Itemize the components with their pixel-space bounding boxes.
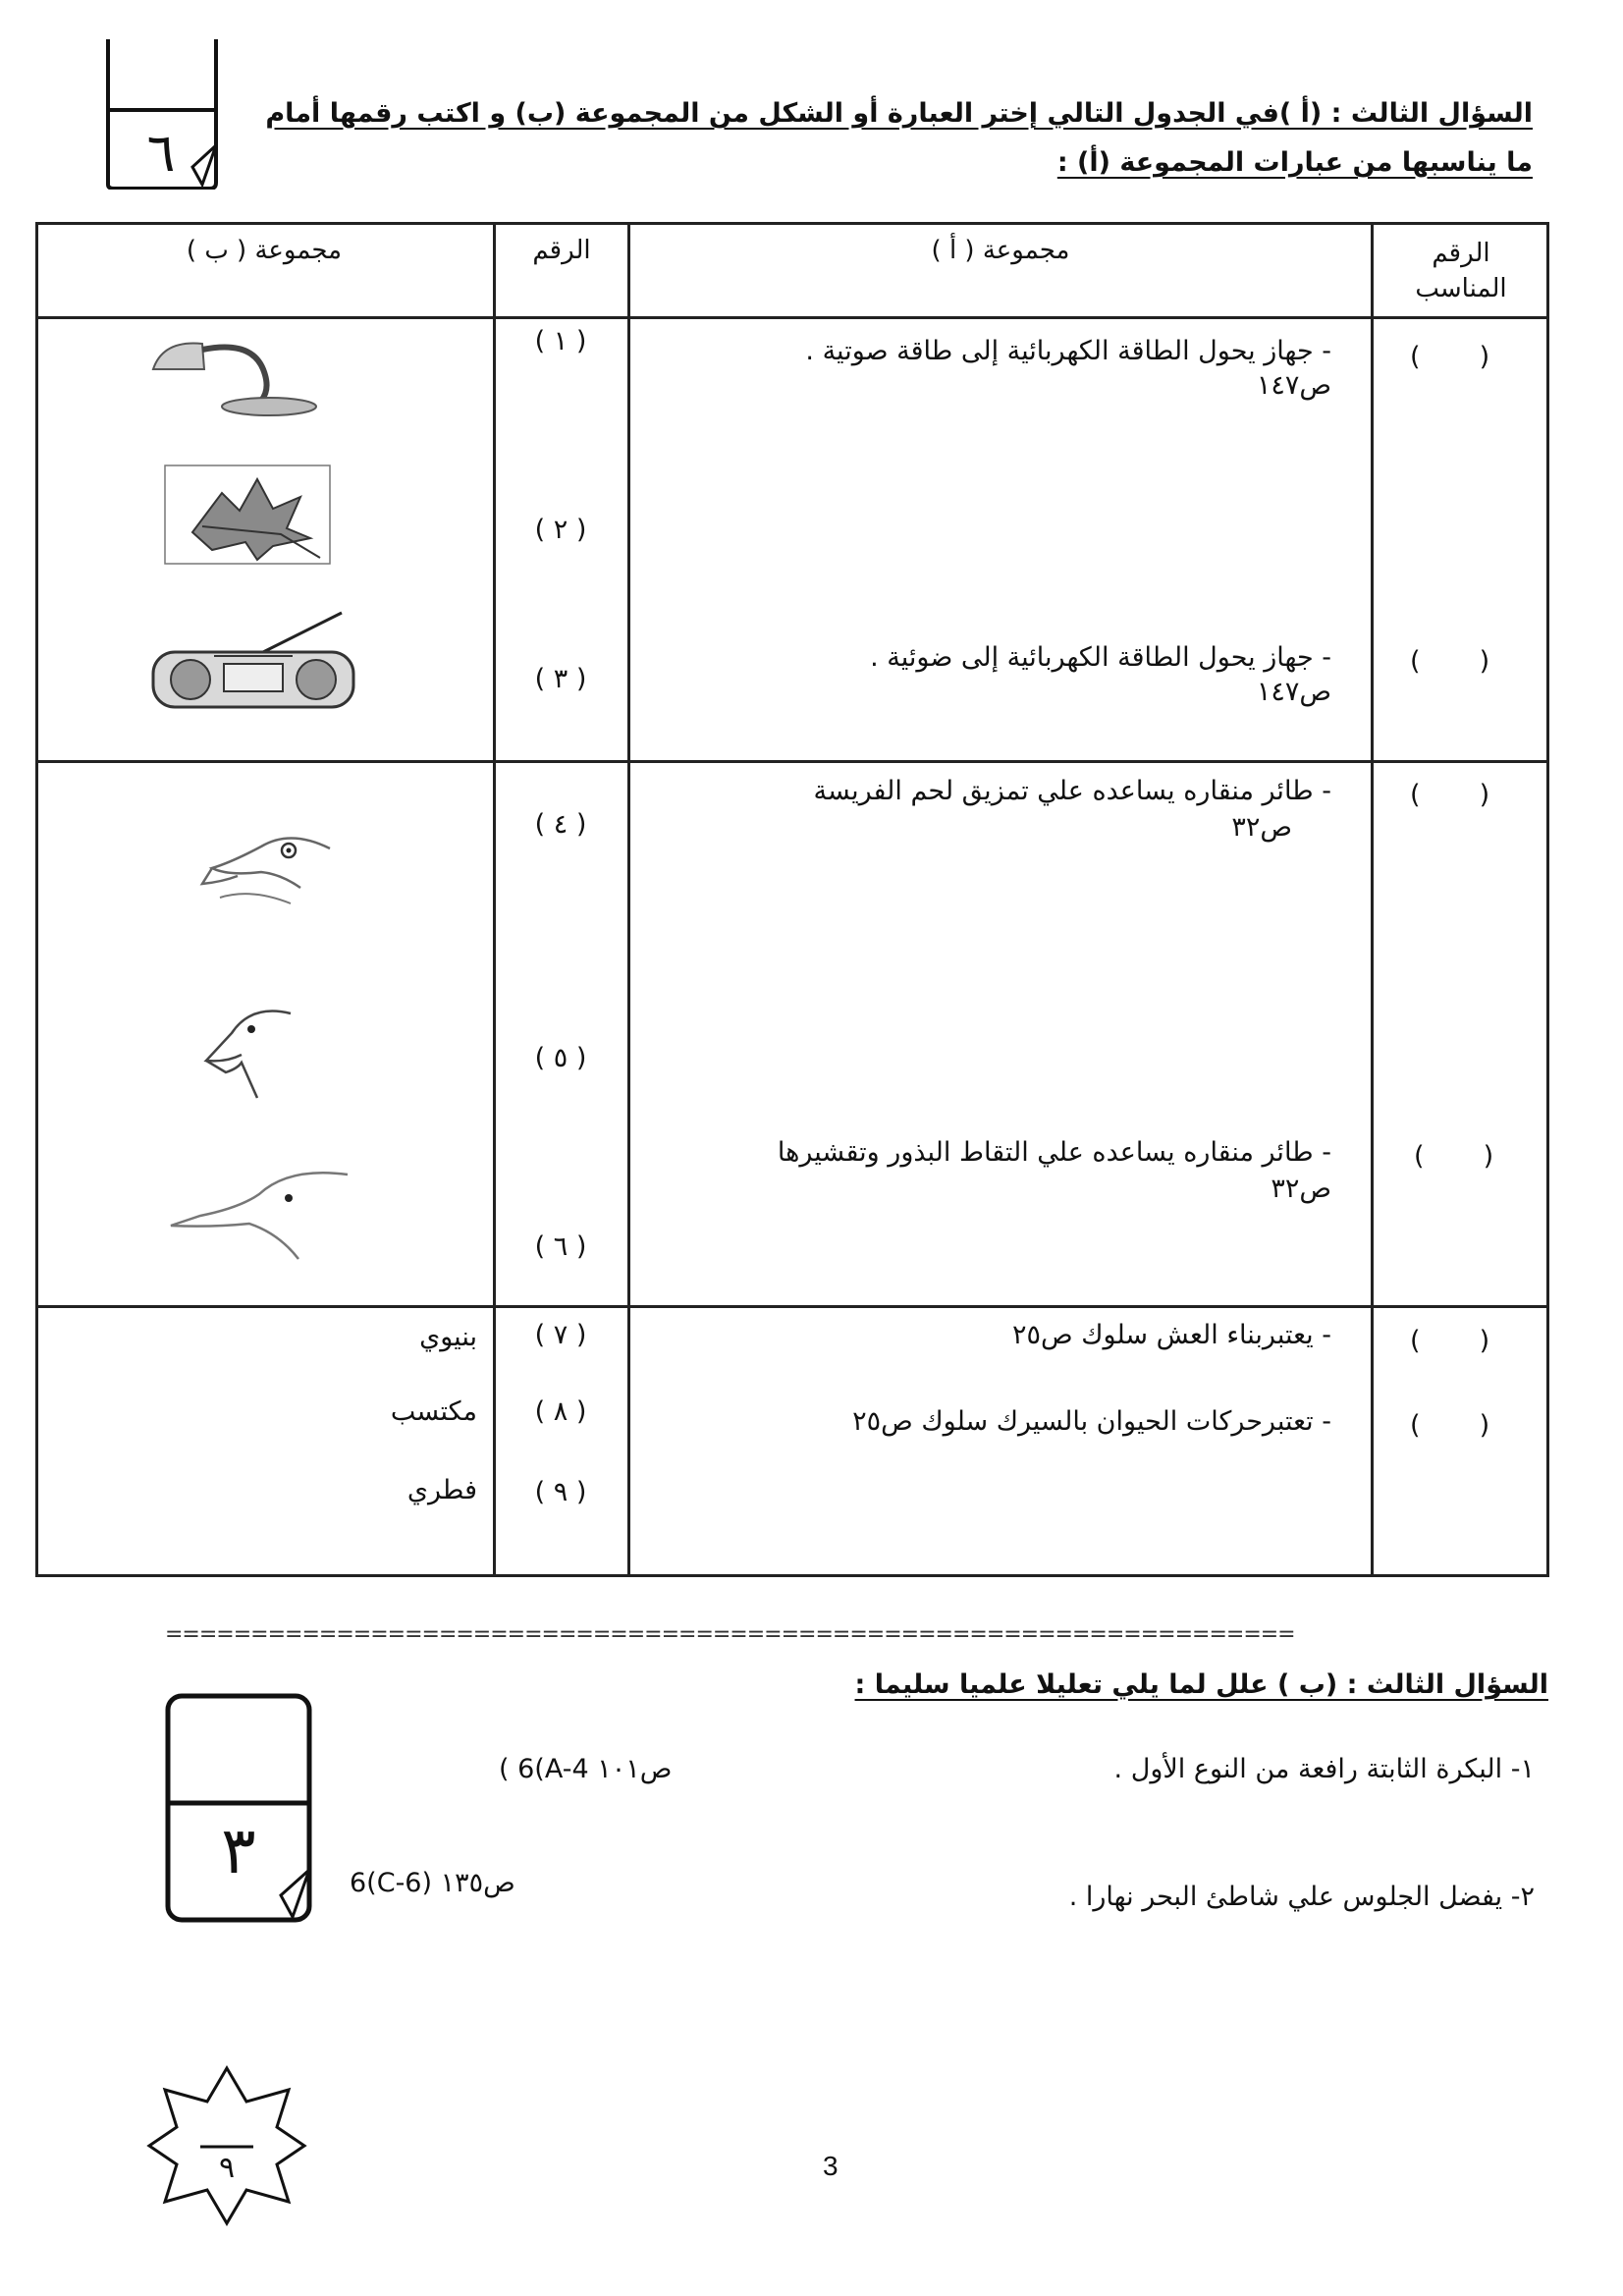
group-b-word-9: فطري (406, 1475, 477, 1505)
header-group-b: مجموعة ( ب ) (186, 236, 343, 265)
number-3: ( ٣ ) (534, 664, 587, 694)
group-a-item-1 (664, 336, 1331, 401)
group-a-item-5-text: - يعتبربناء العش سلوك ص٢٥ (1012, 1320, 1331, 1350)
answer-slot-6[interactable]: ( ) (1410, 1410, 1490, 1441)
number-8: ( ٨ ) (534, 1396, 587, 1427)
answer-slot-4[interactable]: ( ) (1414, 1141, 1494, 1172)
score-box-value: ٦ (146, 122, 176, 184)
section-separator: ================================================================== (165, 1622, 1295, 1647)
leaf-icon (163, 464, 332, 566)
header-number: الرقم (532, 236, 591, 265)
group-b-word-8: مكتسب (390, 1396, 477, 1427)
answer-slot-3[interactable]: ( ) (1410, 780, 1490, 810)
matching-table (35, 222, 1549, 1577)
question-b-item-2: ٢- يفضل الجلوس علي شاطئ البحر نهارا . (1068, 1882, 1535, 1912)
question-b-item-1: ١- البكرة الثابتة رافعة من النوع الأول . (1113, 1754, 1535, 1784)
answer-slot-5[interactable]: ( ) (1410, 1326, 1490, 1356)
pigeon-beak-icon (161, 1165, 357, 1273)
header-matching-number: الرقم المناسب (1415, 239, 1507, 303)
number-5: ( ٥ ) (534, 1043, 587, 1073)
answer-slot-2[interactable]: ( ) (1410, 646, 1490, 677)
header-group-a: مجموعة ( أ ) (931, 236, 1070, 265)
number-6: ( ٦ ) (534, 1231, 587, 1262)
number-2: ( ٢ ) (534, 515, 587, 545)
group-a-item-6 (664, 1406, 1331, 1437)
question-a-heading-line1: السؤال الثالث : (أ )في الجدول التالي إختر العبارة أو الشكل من المجموعة (ب) و اكتب رقمها أمام (265, 98, 1533, 129)
number-7: ( ٧ ) (534, 1320, 587, 1350)
score-box-question-a (104, 37, 220, 190)
group-a-item-6-text: - تعتبرحركات الحيوان بالسيرك سلوك ص٢٥ (852, 1406, 1331, 1437)
question-a-heading-line2: ما يناسبها من عبارات المجموعة (أ) : (1056, 147, 1533, 178)
desk-lamp-icon (143, 330, 320, 420)
question-b-heading: السؤال الثالث : (ب ) علل لما يلي تعليلا علميا سليما : (854, 1669, 1548, 1700)
star-outline-icon (145, 2064, 308, 2227)
radio-cassette-icon (145, 605, 361, 713)
group-a-item-3 (664, 776, 1331, 843)
group-a-item-4 (664, 1137, 1331, 1204)
group-a-item-2-text: - جهاز يحول الطاقة الكهربائية إلى ضوئية . (870, 642, 1331, 673)
group-a-item-5 (664, 1320, 1331, 1350)
answer-slot-1[interactable]: ( ) (1410, 342, 1490, 372)
group-a-item-2 (664, 642, 1331, 707)
number-4: ( ٤ ) (534, 809, 587, 840)
number-9: ( ٩ ) (534, 1477, 587, 1507)
score-box-b-value: ٣ (221, 1813, 256, 1888)
group-a-item-2-page: ص١٤٧ (1256, 677, 1331, 707)
group-a-item-1-page: ص١٤٧ (1256, 370, 1331, 401)
question-b-item-1-ref: ( 6(A-4 ص١٠١ (499, 1754, 673, 1784)
number-1: ( ١ ) (534, 326, 587, 356)
eagle-beak-icon (192, 829, 340, 927)
group-b-word-7: بنيوي (419, 1322, 477, 1352)
star-score-badge (145, 2064, 308, 2227)
question-b-item-2-ref: 6(C-6) ص١٣٥ (350, 1868, 515, 1898)
group-a-item-1-text: - جهاز يحول الطاقة الكهربائية إلى طاقة صوتية . (805, 336, 1331, 366)
star-score-value: ٩ (218, 2151, 236, 2185)
group-a-item-4-text: - طائر منقاره يساعده علي التقاط البذور وتقشيرها (777, 1137, 1331, 1168)
group-a-item-3-page: ص٣٢ (1231, 812, 1292, 843)
page-number: 3 (823, 2151, 839, 2181)
group-a-item-4-page: ص٣٢ (1271, 1174, 1331, 1204)
score-box-question-b (165, 1693, 312, 1923)
group-a-item-3-text: - طائر منقاره يساعده علي تمزيق لحم الفريسة (813, 776, 1331, 806)
finch-beak-icon (183, 1004, 310, 1102)
